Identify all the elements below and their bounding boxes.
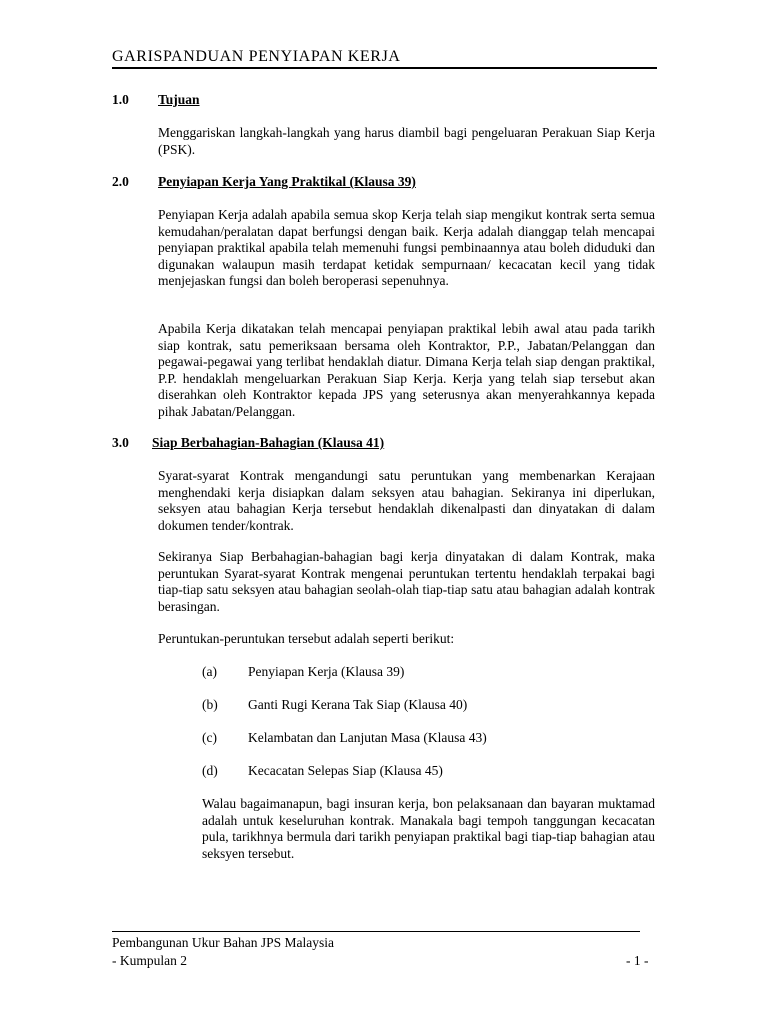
section-3-paragraph-1: Syarat-syarat Kontrak mengandungi satu peruntukan yang membenarkan Kerajaan menghendaki kerja disiapkan dalam seksyen atau bahagian. Sekiranya ini diperlukan, seksyen atau bahagian Kerja tersebut hendaklah dikenalpasti dan dinyatakan di dalam dokumen tender/kontrak. xyxy=(158,468,655,533)
section-number-1: 1.0 xyxy=(112,92,129,107)
list-item-letter-c: (c) xyxy=(202,730,217,745)
section-heading-3: Siap Berbahagian-Bahagian (Klausa 41) xyxy=(152,435,385,450)
list-item-letter-d: (d) xyxy=(202,763,218,778)
section-number-3: 3.0 xyxy=(112,435,129,450)
section-3-paragraph-3: Peruntukan-peruntukan tersebut adalah seperti berikut: xyxy=(158,631,455,646)
title-underline xyxy=(112,67,657,69)
list-item-text-b: Ganti Rugi Kerana Tak Siap (Klausa 40) xyxy=(248,697,468,712)
list-item-letter-b: (b) xyxy=(202,697,218,712)
list-item-letter-a: (a) xyxy=(202,664,217,679)
section-2-paragraph-2: Apabila Kerja dikatakan telah mencapai penyiapan praktikal lebih awal atau pada tarikh siap kontrak, satu pemeriksaan bersama oleh Kontraktor, P.P., Jabatan/Pelanggan dan pegawai-pegawai yang terlibat hendaklah diatur. Dimana Kerja telah siap dengan praktikal, P.P. hendaklah mengeluarkan Perakuan Siap Kerja. Kerja yang telah siap tersebut akan diserahkan oleh Kontraktor kepada JPS yang seterusnya akan menyerahkannya kepada pihak Jabatan/Pelanggan. xyxy=(158,321,655,419)
section-heading-2: Penyiapan Kerja Yang Praktikal (Klausa 39) xyxy=(158,174,416,189)
footer-rule xyxy=(112,931,640,932)
section-3-closing-paragraph: Walau bagaimanapun, bagi insuran kerja, bon pelaksanaan dan bayaran muktamad adalah untuk keseluruhan kontrak. Manakala bagi tempoh tanggungan kecacatan pula, tarikhnya bermula dari tarikh penyiapan praktikal bagi tiap-tiap bahagian atau seksyen tersebut. xyxy=(202,796,655,861)
section-heading-1: Tujuan xyxy=(158,92,200,107)
section-2-paragraph-1: Penyiapan Kerja adalah apabila semua skop Kerja telah siap mengikut kontrak serta semua kemudahan/peralatan dapat berfungsi dengan baik. Kerja adalah dianggap telah mencapai penyiapan praktikal apabila telah memenuhi fungsi pembinaannya atau boleh diduduki dan digunakan walaupun masih terdapat ketidak sempurnaan/ kecacatan kecil yang tidak menjejaskan fungsi dan boleh beroperasi sepenuhnya. xyxy=(158,207,655,288)
footer-organization: Pembangunan Ukur Bahan JPS Malaysia xyxy=(112,935,334,950)
list-item-text-c: Kelambatan dan Lanjutan Masa (Klausa 43) xyxy=(248,730,487,745)
page-number: - 1 - xyxy=(626,953,649,968)
section-3-paragraph-2: Sekiranya Siap Berbahagian-bahagian bagi kerja dinyatakan di dalam Kontrak, maka peruntukan Syarat-syarat Kontrak mengenai peruntukan tertentu hendaklah terpakai bagi tiap-tiap satu seksyen atau bahagian seolah-olah tiap-tiap satu atau bahagian adalah kontrak berasingan. xyxy=(158,549,655,614)
section-1-paragraph-1: Menggariskan langkah-langkah yang harus diambil bagi pengeluaran Perakuan Siap Kerja (PSK). xyxy=(158,125,655,157)
page-title: GARISPANDUAN PENYIAPAN KERJA xyxy=(112,48,401,65)
section-number-2: 2.0 xyxy=(112,174,129,189)
footer-group: - Kumpulan 2 xyxy=(112,953,187,968)
list-item-text-d: Kecacatan Selepas Siap (Klausa 45) xyxy=(248,763,443,778)
list-item-text-a: Penyiapan Kerja (Klausa 39) xyxy=(248,664,405,679)
